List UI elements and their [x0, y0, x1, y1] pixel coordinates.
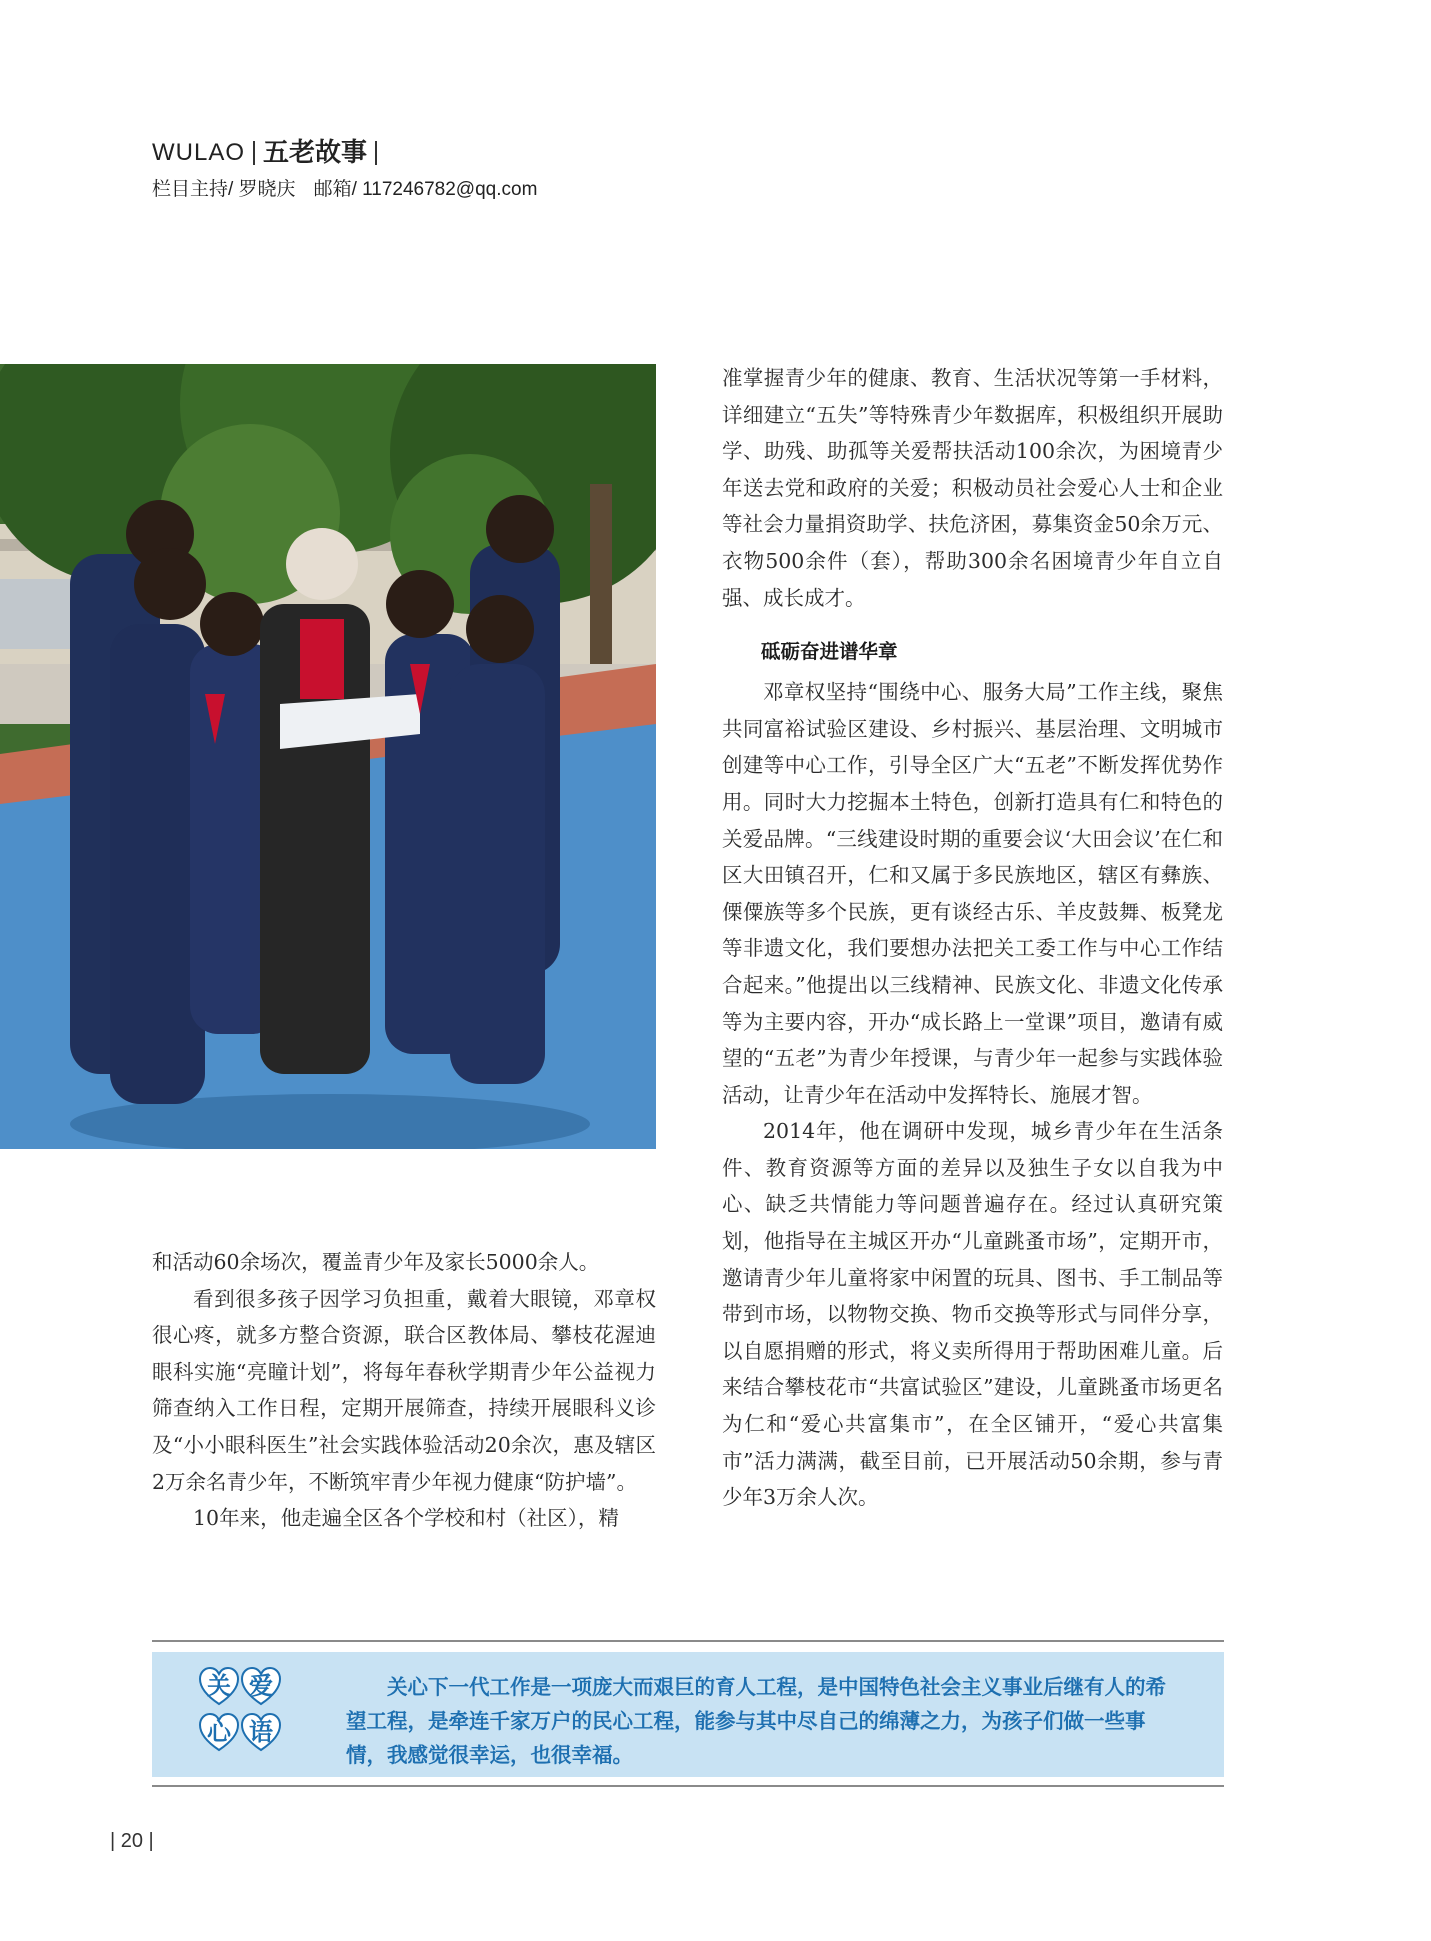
- care-words-badge: [198, 1666, 288, 1766]
- badge-heart-icon: [240, 1712, 282, 1754]
- brand-title: 五老故事: [263, 138, 368, 168]
- paragraph: 10年来，他走遍全区各个学校和村（社区），精: [193, 1506, 619, 1531]
- left-column: [152, 1244, 656, 1537]
- badge-char: 关: [207, 1671, 231, 1700]
- column-byline: [152, 174, 537, 201]
- paragraph: 邓章权坚持“围绕中心、服务大局”工作主线，聚焦共同富裕试验区建设、乡村振兴、基层治理、文明城市创建等中心工作，引导全区广大“五老”不断发挥优势作用。同时大力挖掘本土特色，创新打造具有仁和特色的关爱品牌。“三线建设时期的重要会议‘大田会议’在仁和区大田镇召开，仁和又属于多民族地区，辖区有彝族、傈僳族等多个民族，更有谈经古乐、羊皮鼓舞、板凳龙等非遗文化，我们要想办法把关工委工作与中心工作结合起来。”他提出以三线精神、民族文化、非遗文化传承等为主要内容，开办“成长路上一堂课”项目，邀请有威望的“五老”为青少年授课，与青少年一起参与实践体验活动，让青少年在活动中发挥特长、施展才智。: [722, 680, 1223, 1107]
- column-host: 栏目主持/ 罗晓庆: [152, 179, 296, 200]
- badge-char: 心: [207, 1717, 231, 1746]
- badge-heart-icon: [198, 1712, 240, 1754]
- divider: [253, 141, 255, 165]
- page-number: | 20 |: [110, 1830, 154, 1852]
- quote-box: [152, 1640, 1224, 1787]
- section-heading: 砥砺奋进谱华章: [761, 640, 898, 664]
- feature-photo: [0, 364, 656, 1149]
- divider: [375, 141, 377, 165]
- photo-illustration: [0, 364, 656, 1149]
- paragraph: 和活动60余场次，覆盖青少年及家长5000余人。: [152, 1250, 600, 1274]
- column-header: [152, 136, 537, 201]
- quote-text: [346, 1670, 1166, 1772]
- badge-heart-icon: [198, 1666, 240, 1708]
- students-group: [70, 495, 560, 1104]
- badge-char: 语: [249, 1717, 273, 1746]
- column-email: 邮箱/ 117246782@qq.com: [313, 179, 538, 200]
- right-column: [722, 360, 1223, 1516]
- badge-char: 爱: [249, 1671, 273, 1700]
- divider: [152, 1640, 1224, 1642]
- badge-heart-icon: [240, 1666, 282, 1708]
- paragraph: 准掌握青少年的健康、教育、生活状况等第一手材料，详细建立“五失”等特殊青少年数据库，积极组织开展助学、助残、助孤等关爱帮扶活动100余次，为困境青少年送去党和政府的关爱；积极动员社会爱心人士和企业等社会力量捐资助学、扶危济困，募集资金50余万元、衣物500余件（套），帮助300余名困境青少年自立自强、成长成才。: [722, 366, 1223, 610]
- column-title: [152, 136, 537, 170]
- quote-paragraph: 关心下一代工作是一项庞大而艰巨的育人工程，是中国特色社会主义事业后继有人的希望工程，是牵连千家万户的民心工程，能参与其中尽自己的绵薄之力，为孩子们做一些事情，我感觉很幸运，也很幸福。: [346, 1675, 1166, 1767]
- paragraph: 看到很多孩子因学习负担重，戴着大眼镜，邓章权很心疼，就多方整合资源，联合区教体局、攀枝花渥迪眼科实施“亮瞳计划”，将每年春秋学期青少年公益视力筛查纳入工作日程，定期开展筛查，持续开展眼科义诊及“小小眼科医生”社会实践体验活动20余次，惠及辖区2万余名青少年，不断筑牢青少年视力健康“防护墙”。: [152, 1286, 656, 1494]
- brand-latin: WULAO: [152, 139, 246, 166]
- paragraph: 2014年，他在调研中发现，城乡青少年在生活条件、教育资源等方面的差异以及独生子女以自我为中心、缺乏共情能力等问题普遍存在。经过认真研究策划，他指导在主城区开办“儿童跳蚤市场”，定期开市，邀请青少年儿童将家中闲置的玩具、图书、手工制品等带到市场，以物物交换、物币交换等形式与同伴分享，以自愿捐赠的形式，将义卖所得用于帮助困难儿童。后来结合攀枝花市“共富试验区”建设，儿童跳蚤市场更名为仁和“爱心共富集市”，在全区铺开，“爱心共富集市”活力满满，截至目前，已开展活动50余期，参与青少年3万余人次。: [722, 1119, 1223, 1510]
- divider: [152, 1785, 1224, 1787]
